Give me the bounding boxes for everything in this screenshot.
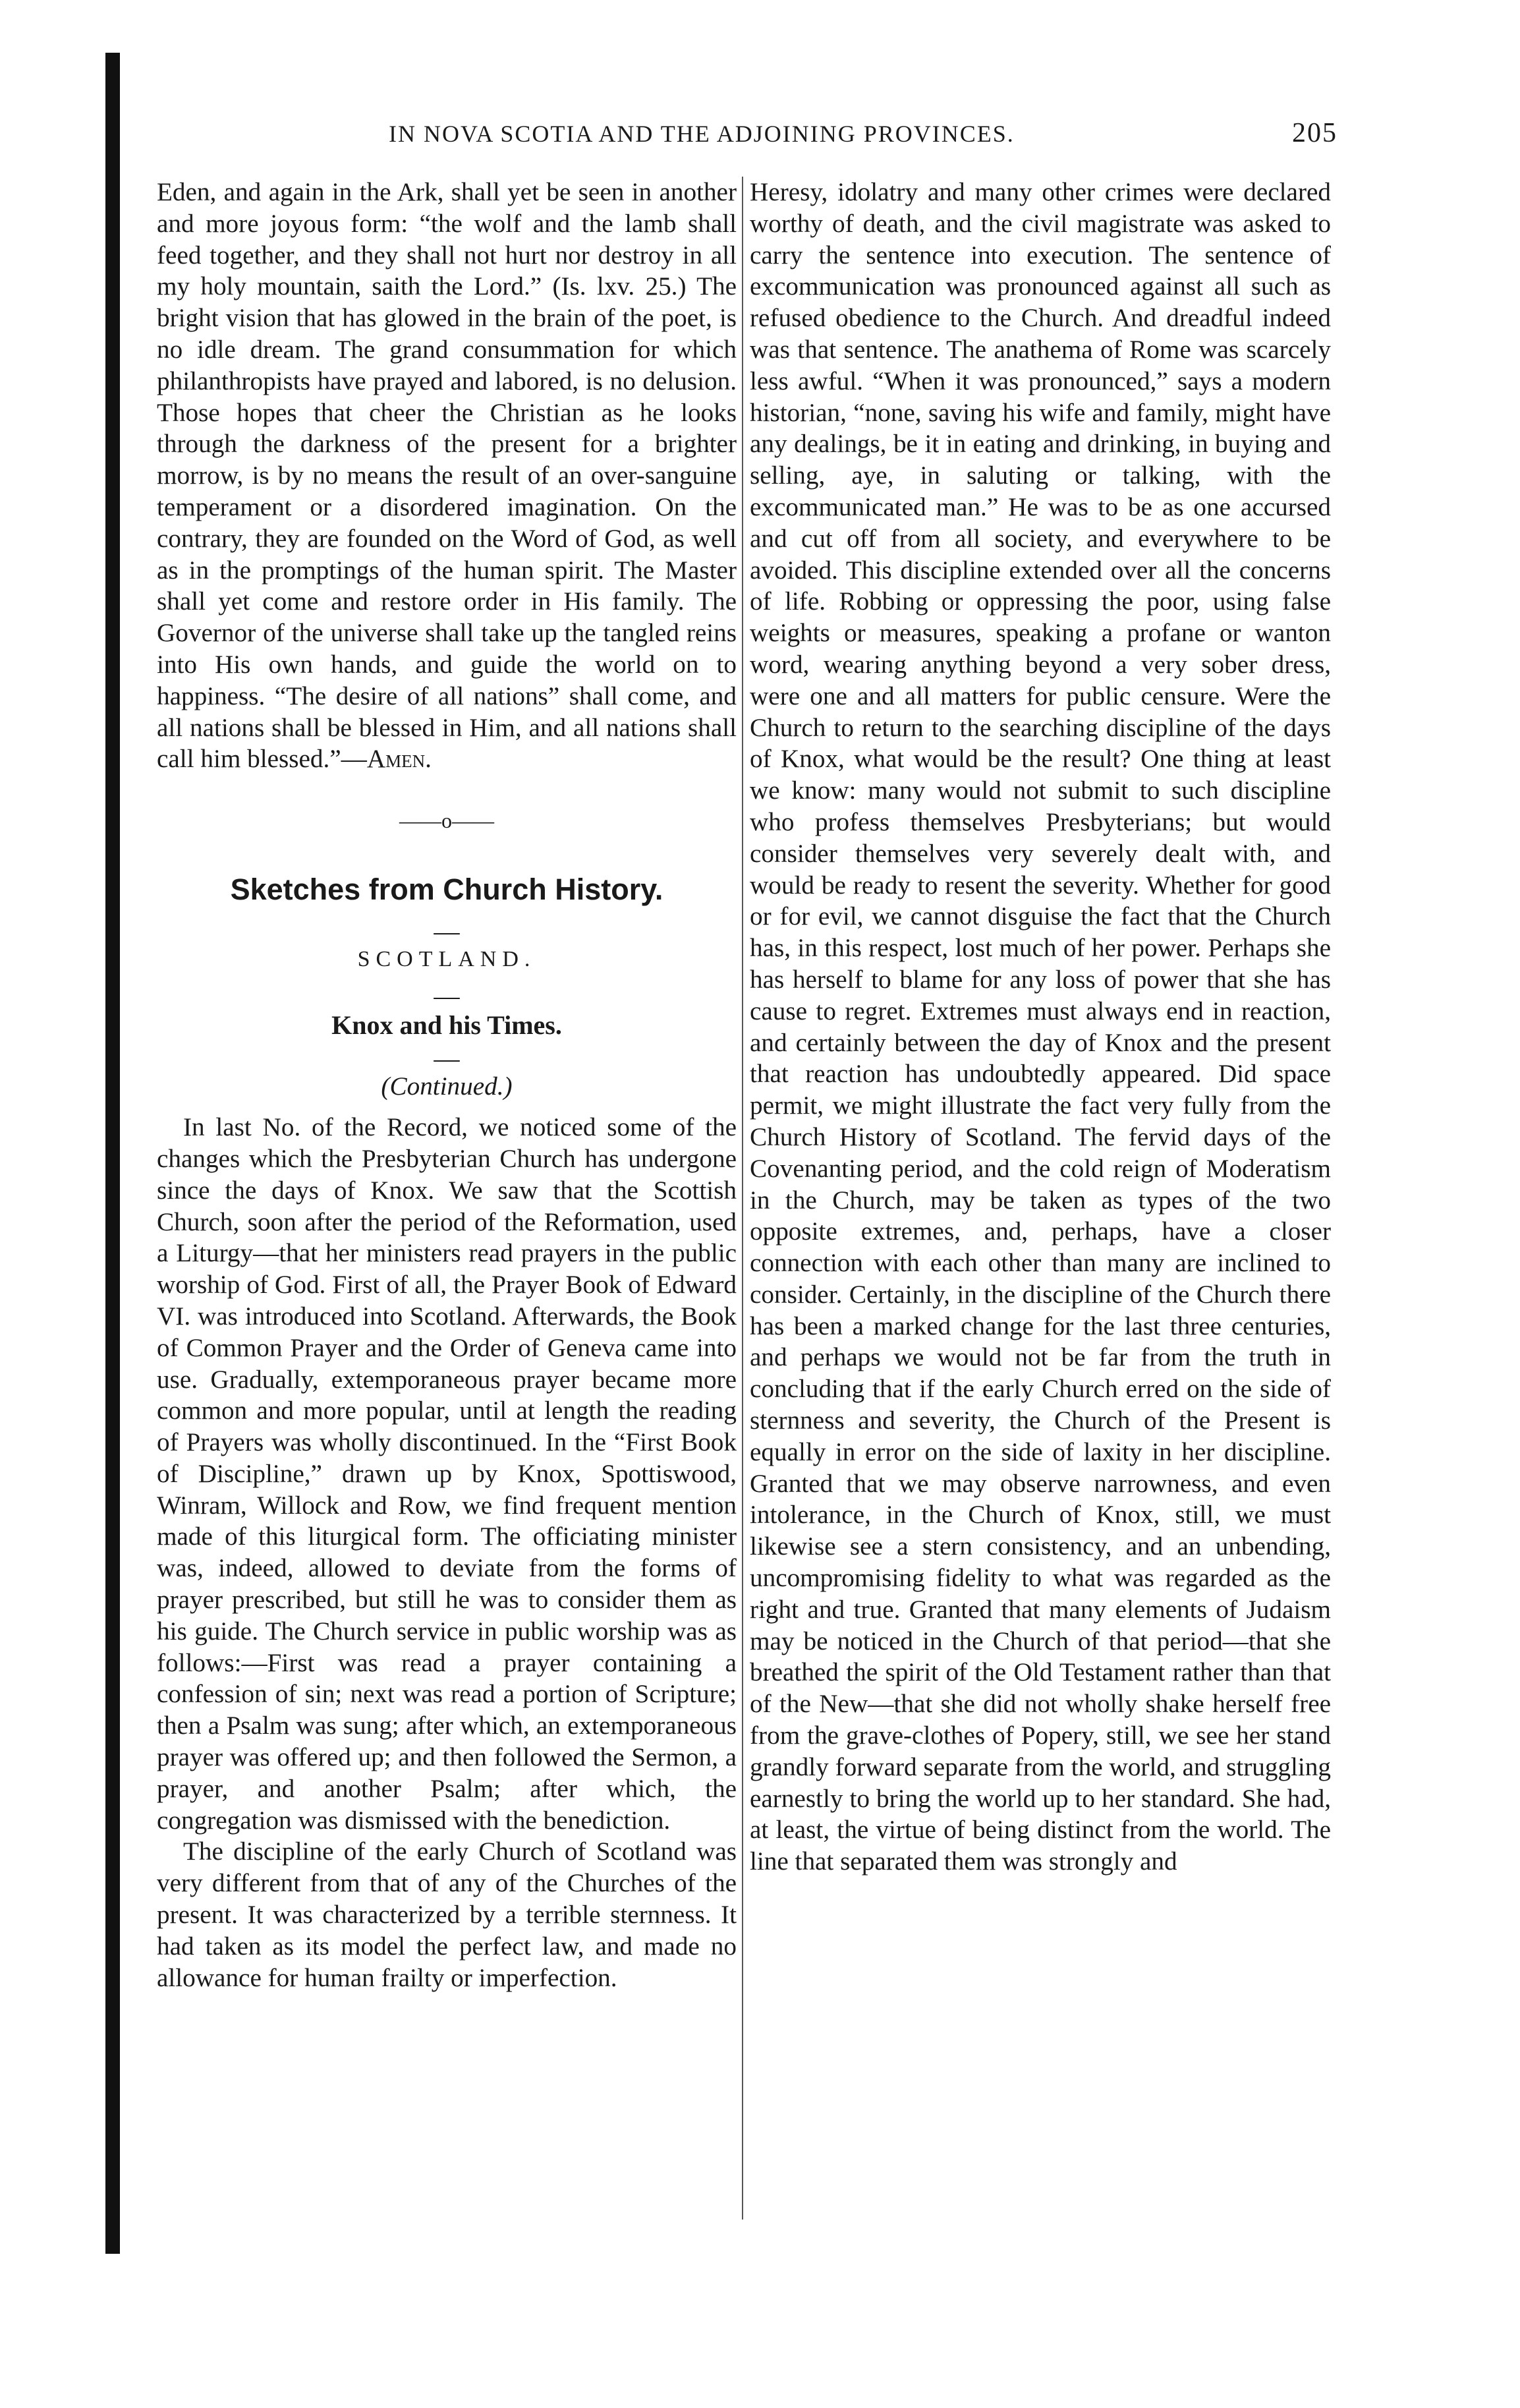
amen-text: Amen.: [366, 745, 432, 774]
running-title: IN NOVA SCOTIA AND THE ADJOINING PROVINCES.: [389, 121, 1015, 147]
body-paragraph: Heresy, idolatry and many other crimes were declared worthy of death, and the civil magistrate was asked to carry the sentence into execution. The sentence of excommunication was pronounced against all such as refused obedience to the Church. And dreadful indeed was that sentence. The anathema of Rome was scarcely less awful. “When it was pronounced,” says a modern historian, “none, saving his wife and family, might have any dealings, be it in eating and drinking, in buying and selling, aye, in saluting or talking, with the excommunicated man.” He was to be as one accursed and cut off from all society, and everywhere to be avoided. This discipline extended over all the concerns of life. Robbing or oppressing the poor, using false weights or measures, speaking a profane or wanton word, wearing anything beyond a very sober dress, were one and all matters for public censure. Were the Church to return to the searching discipline of the days of Knox, what would be the result? One thing at least we know: many would not submit to such discipline who profess themselves Presbyterians; but would consider themselves very severely dealt with, and would be ready to resent the severity. Whether for good or for evil, we cannot disguise the fact that the Church has, in this respect, lost much of her power. Perhaps she has herself to blame for any loss of power that she has cause to regret. Extremes must always end in reaction, and certainly between the day of Knox and the present that reaction has undoubtedly appeared. Did space permit, we might illustrate the fact very fully from the Church History of Scotland. The fervid days of the Covenanting period, and the cold reign of Moderatism in the Church, may be taken as types of the two opposite extremes, and, perhaps, have a closer connection with each other than many are inclined to consider. Certainly, in the discipline of the Church there has been a marked change for the last three centuries, and perhaps we would not be far from the truth in concluding that if the early Church erred on the side of sternness and severity, the Church of the Present is equally in error on the side of laxity in her discipline. Granted that we may observe narrowness, and even intolerance, in the Church of Knox, still, we must likewise see a stern consistency, and an unbending, uncompromising fidelity to what was regarded as the right and true. Granted that many elements of Judaism may be noticed in the Church of that period—that she breathed the spirit of the Old Testament rather than that of the New—that she did not wholly shake herself free from the grave-clothes of Popery, still, we see her stand grandly forward separate from the world, and struggling earnestly to bring the world up to her standard. She had, at least, the virtue of being distinct from the world. The line that separated them was strongly and: [750, 178, 1331, 1876]
body-paragraph: In last No. of the Record, we noticed some of the changes which the Presbyterian Church has undergone since the days of Knox. We saw that the Scottish Church, soon after the period of the Reformation, used a Liturgy—that her ministers read prayers in the public worship of God. First of all, the Prayer Book of Edward VI. was introduced into Scotland. Afterwards, the Book of Common Prayer and the Order of Geneva came into use. Gradually, extemporaneous prayer became more common and more popular, until at length the reading of Prayers was wholly discontinued. In the “First Book of Discipline,” drawn up by Knox, Spottiswood, Winram, Willock and Row, we find frequent mention made of this liturgical form. The officiating minister was, indeed, allowed to deviate from the forms of prayer prescribed, but still he was to consider them as his guide. The Church service in public worship was as follows:—First was read a prayer containing a confession of sin; next was read a portion of Scripture; then a Psalm was sung; after which, an extemporaneous prayer was offered up; and then followed the Sermon, a prayer, and another Psalm; after which, the congregation was dismissed with the benediction.: [157, 1113, 737, 1835]
right-column: [750, 177, 1331, 2239]
column-rule: [742, 177, 743, 2220]
page-header: [217, 111, 1337, 157]
heading-dash: —: [434, 1045, 460, 1074]
body-paragraph: The discipline of the early Church of Scotland was very different from that of any of the Churches of the present. It was characterized by a terrible sternness. It had taken as its model the perfect law, and made no allowance for human frailty or imperfection.: [157, 1837, 737, 1992]
heading-dash: —: [434, 917, 460, 946]
heading-dash: —: [434, 981, 460, 1010]
left-column: [157, 177, 737, 2239]
section-heading: Sketches from Church History.: [230, 872, 663, 906]
article-title: Knox and his Times.: [331, 1010, 562, 1040]
opening-paragraph: Eden, and again in the Ark, shall yet be seen in another and more joyous form: “the wolf and the lamb shall feed together, and they shall not hurt nor destroy in all my holy mountain, saith the Lord.” (Is. lxv. 25.) The bright vision that has glowed in the brain of the poet, is no idle dream. The grand consummation for which philanthropists have prayed and labored, is no delusion. Those hopes that cheer the Christian as he looks through the darkness of the present for a brighter morrow, is by no means the result of an over-sanguine temperament or a disordered imagination. On the contrary, they are founded on the Word of God, as well as in the promptings of the human spirit. The Master shall yet come and restore order in His family. The Governor of the universe shall take up the tangled reins into His own hands, and guide the world on to happiness. “The desire of all nations” shall come, and all nations shall be blessed in Him, and all nations shall call him blessed.”—Amen.: [157, 178, 737, 774]
subheading: SCOTLAND.: [357, 946, 536, 971]
page-number: 205: [1292, 118, 1337, 148]
section-separator: ——o——: [399, 809, 494, 833]
binding-edge: [105, 53, 120, 2254]
continued-note: (Continued.): [381, 1072, 513, 1101]
